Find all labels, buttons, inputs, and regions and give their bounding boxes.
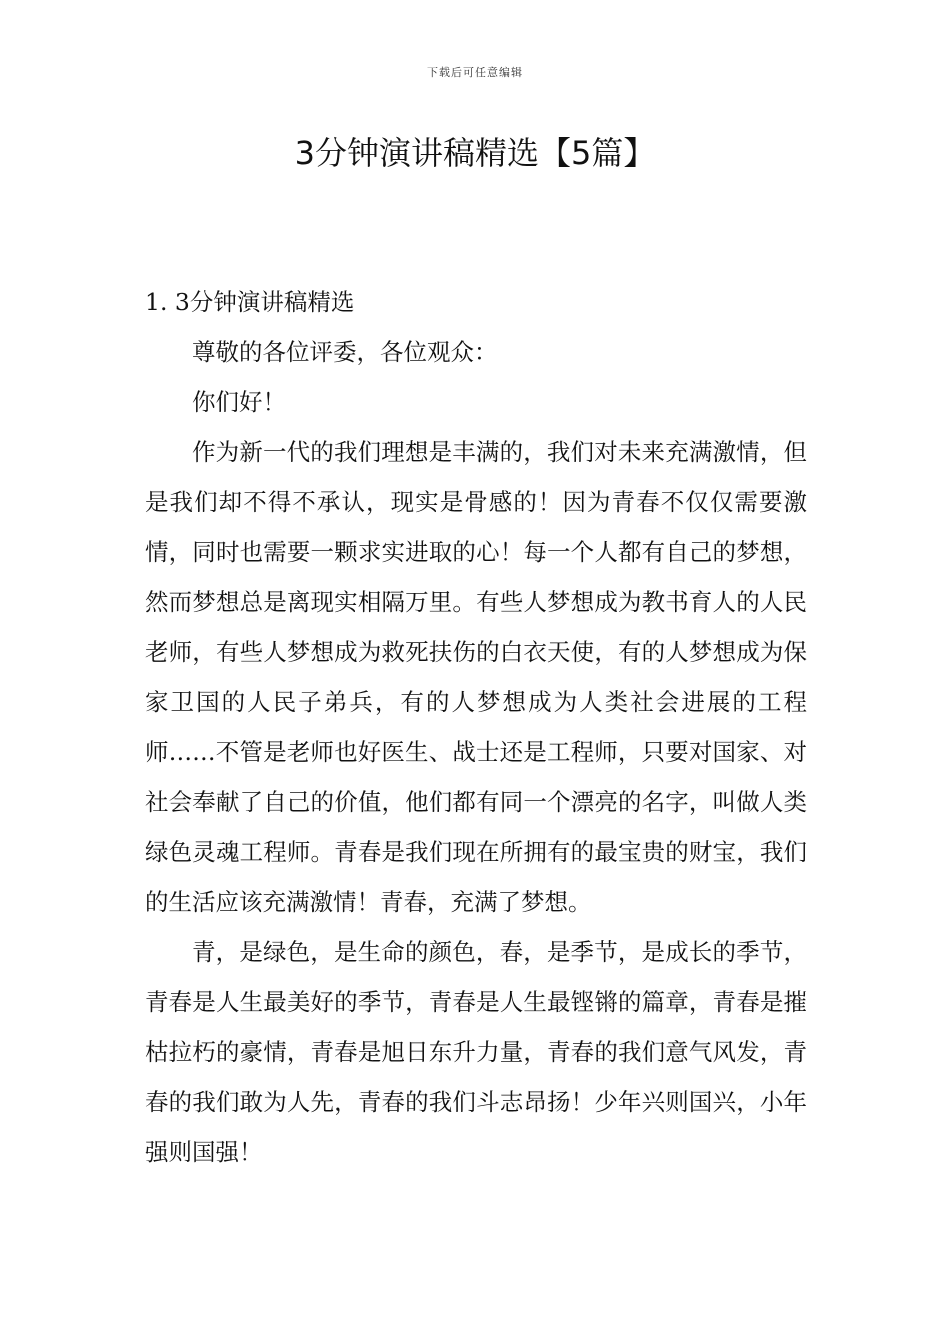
section-heading: 1. 3分钟演讲稿精选 <box>145 288 355 316</box>
document-title: 3分钟演讲稿精选【5篇】 <box>294 134 656 172</box>
greeting-paragraph: 你们好！ <box>192 388 286 416</box>
document-body <box>145 277 807 1177</box>
body-paragraph: 作为新一代的我们理想是丰满的，我们对未来充满激情，但是我们却不得不承认，现实是骨感的！因为青春不仅仅需要激情，同时也需要一颗求实进取的心！每一个人都有自己的梦想，然而梦想总是离现实相隔万里。有些人梦想成为教书育人的人民老师，有些人梦想成为救死扶伤的白衣天使，有的人梦想成为保家卫国的人民子弟兵，有的人梦想成为人类社会进展的工程师……不管是老师也好医生、战士还是工程师，只要对国家、对社会奉献了自己的价值，他们都有同一个漂亮的名字，叫做人类绿色灵魂工程师。青春是我们现在所拥有的最宝贵的财宝，我们的生活应该充满激情！青春，充满了梦想。 <box>145 438 807 916</box>
header-note: 下载后可任意编辑 <box>427 66 523 79</box>
body-paragraph: 青，是绿色，是生命的颜色，春，是季节，是成长的季节，青春是人生最美好的季节，青春是人生最铿锵的篇章，青春是摧枯拉朽的豪情，青春是旭日东升力量，青春的我们意气风发，青春的我们敢为人先，青春的我们斗志昂扬！少年兴则国兴，小年强则国强！ <box>145 938 807 1166</box>
salutation-paragraph: 尊敬的各位评委，各位观众： <box>192 338 498 366</box>
